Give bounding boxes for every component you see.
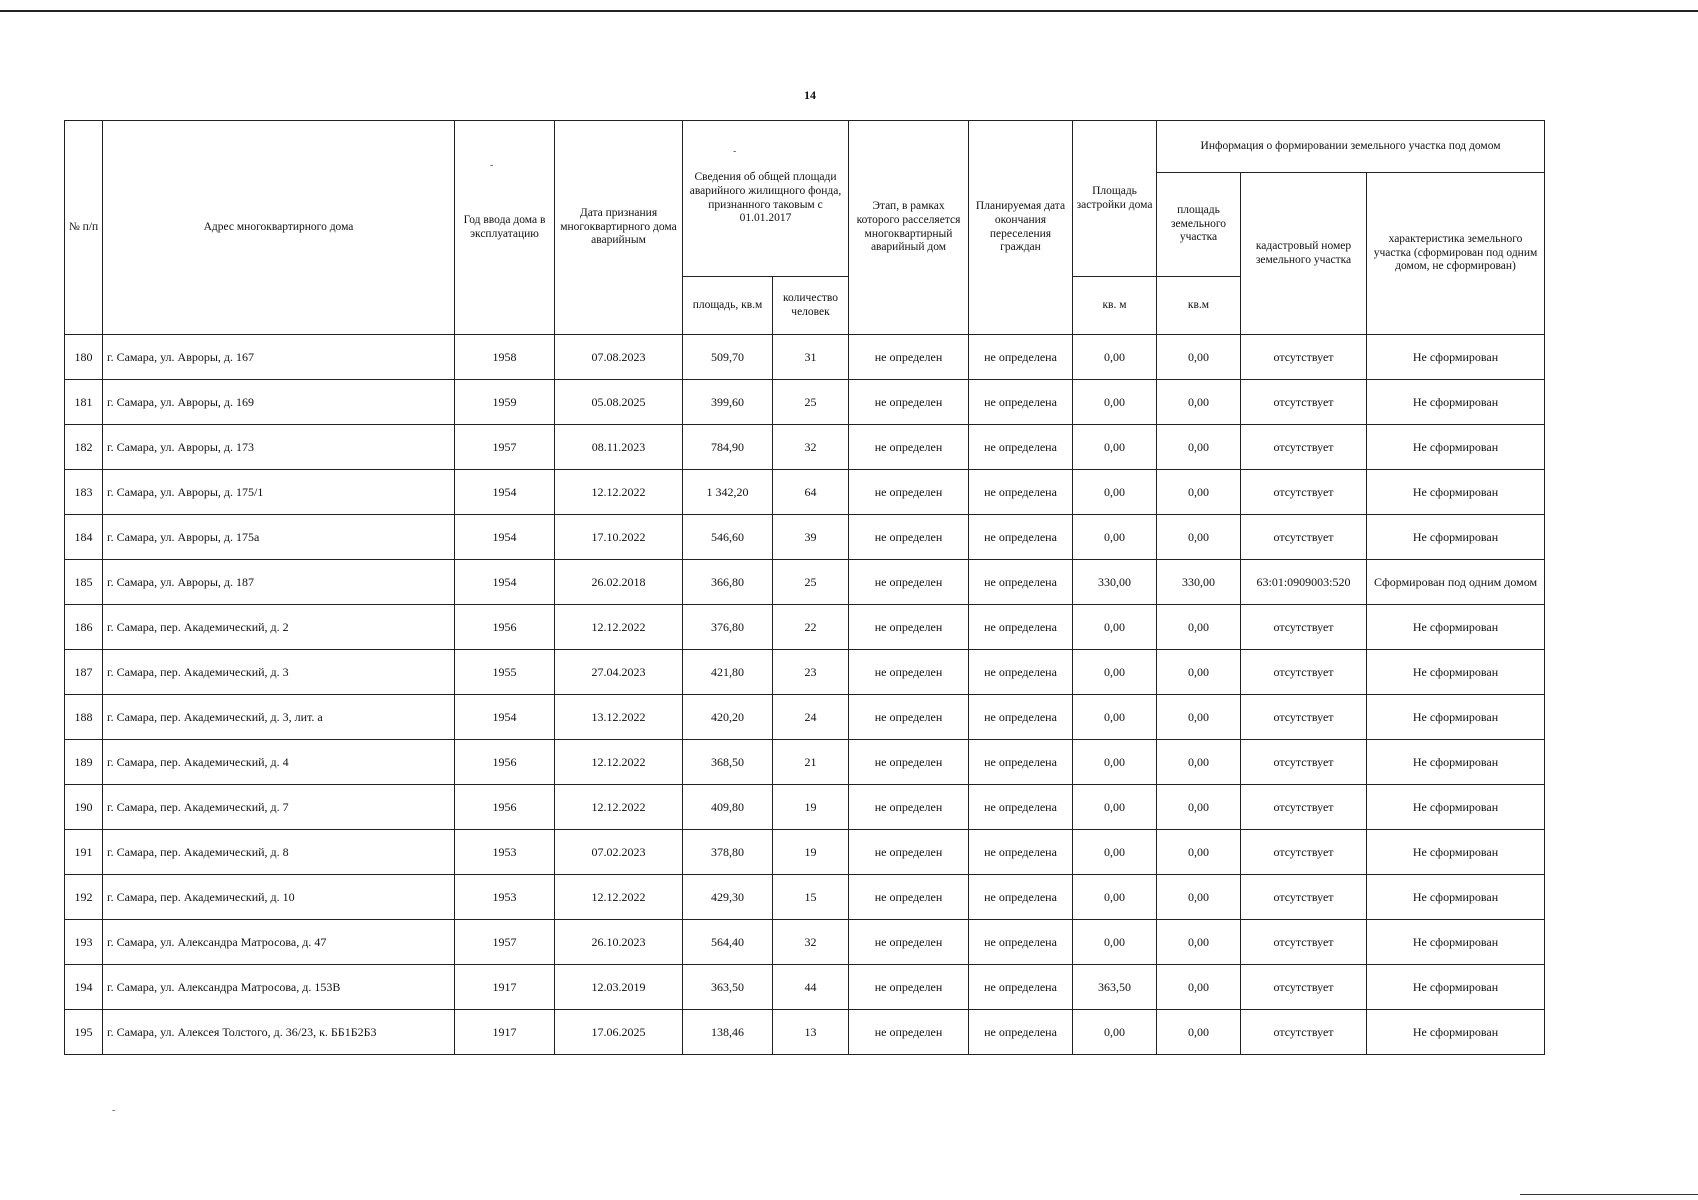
cell-recognition-date: 26.02.2018 [555,560,683,605]
cell-building-area: 0,00 [1073,875,1157,920]
cell-cadastral: отсутствует [1241,335,1367,380]
cell-people: 13 [773,1010,849,1055]
table-row [65,875,1545,920]
cell-building-area: 0,00 [1073,695,1157,740]
cell-cadastral: отсутствует [1241,425,1367,470]
cell-people: 24 [773,695,849,740]
cell-year: 1956 [455,740,555,785]
cell-year: 1959 [455,380,555,425]
cell-land-area: 0,00 [1157,380,1241,425]
cell-land-status: Не сформирован [1367,740,1545,785]
cell-land-status: Не сформирован [1367,830,1545,875]
cell-land-status: Не сформирован [1367,965,1545,1010]
cell-address: г. Самара, пер. Академический, д. 2 [103,605,455,650]
cell-recognition-date: 12.12.2022 [555,605,683,650]
cell-planned-date: не определена [969,695,1073,740]
cell-planned-date: не определена [969,515,1073,560]
cell-address: г. Самара, ул. Авроры, д. 169 [103,380,455,425]
cell-recognition-date: 05.08.2025 [555,380,683,425]
cell-planned-date: не определена [969,560,1073,605]
cell-address: г. Самара, ул. Авроры, д. 175/1 [103,470,455,515]
cell-cadastral: 63:01:0909003:520 [1241,560,1367,605]
cell-area: 376,80 [683,605,773,650]
cell-cadastral: отсутствует [1241,875,1367,920]
cell-building-area: 0,00 [1073,1010,1157,1055]
header-address: Адрес многоквартирного дома [103,121,455,335]
cell-address: г. Самара, ул. Авроры, д. 173 [103,425,455,470]
cell-planned-date: не определена [969,380,1073,425]
cell-address: г. Самара, пер. Академический, д. 10 [103,875,455,920]
cell-num: 187 [65,650,103,695]
table-row [65,605,1545,650]
header-cadastral: кадастровый номер земельного участка [1241,173,1367,335]
cell-stage: не определен [849,650,969,695]
cell-land-area: 0,00 [1157,605,1241,650]
cell-people: 32 [773,920,849,965]
cell-recognition-date: 27.04.2023 [555,650,683,695]
cell-num: 188 [65,695,103,740]
cell-stage: не определен [849,560,969,605]
table-body [65,335,1545,1055]
cell-planned-date: не определена [969,650,1073,695]
cell-recognition-date: 12.12.2022 [555,875,683,920]
stray-mark: - [490,160,494,171]
cell-cadastral: отсутствует [1241,470,1367,515]
cell-cadastral: отсутствует [1241,650,1367,695]
cell-stage: не определен [849,920,969,965]
cell-land-area: 0,00 [1157,695,1241,740]
cell-area: 368,50 [683,740,773,785]
cell-recognition-date: 17.10.2022 [555,515,683,560]
cell-year: 1955 [455,650,555,695]
table-row [65,380,1545,425]
cell-area: 138,46 [683,1010,773,1055]
cell-num: 190 [65,785,103,830]
cell-year: 1958 [455,335,555,380]
cell-stage: не определен [849,470,969,515]
cell-land-status: Не сформирован [1367,785,1545,830]
cell-num: 195 [65,1010,103,1055]
cell-address: г. Самара, пер. Академический, д. 3 [103,650,455,695]
cell-stage: не определен [849,515,969,560]
cell-area: 366,80 [683,560,773,605]
cell-land-status: Не сформирован [1367,425,1545,470]
cell-planned-date: не определена [969,470,1073,515]
cell-recognition-date: 07.02.2023 [555,830,683,875]
cell-land-status: Не сформирован [1367,335,1545,380]
cell-people: 19 [773,830,849,875]
header-num: № п/п [65,121,103,335]
header-stage: Этап, в рамках которого расселяется многоквартирный аварийный дом [849,121,969,335]
cell-year: 1957 [455,425,555,470]
cell-stage: не определен [849,695,969,740]
cell-people: 64 [773,470,849,515]
cell-stage: не определен [849,380,969,425]
cell-cadastral: отсутствует [1241,965,1367,1010]
cell-num: 189 [65,740,103,785]
table-row [65,695,1545,740]
header-area: площадь, кв.м [683,277,773,335]
cell-land-area: 0,00 [1157,920,1241,965]
cell-recognition-date: 12.12.2022 [555,740,683,785]
cell-land-area: 330,00 [1157,560,1241,605]
cell-address: г. Самара, ул. Авроры, д. 167 [103,335,455,380]
cell-year: 1953 [455,875,555,920]
cell-people: 21 [773,740,849,785]
cell-num: 183 [65,470,103,515]
cell-area: 399,60 [683,380,773,425]
cell-year: 1917 [455,1010,555,1055]
cell-land-status: Сформирован под одним домом [1367,560,1545,605]
cell-land-status: Не сформирован [1367,875,1545,920]
cell-area: 1 342,20 [683,470,773,515]
header-year: Год ввода дома в эксплуатацию [455,121,555,335]
cell-planned-date: не определена [969,425,1073,470]
cell-recognition-date: 08.11.2023 [555,425,683,470]
cell-cadastral: отсутствует [1241,515,1367,560]
cell-year: 1954 [455,470,555,515]
cell-area: 363,50 [683,965,773,1010]
cell-planned-date: не определена [969,920,1073,965]
cell-stage: не определен [849,875,969,920]
cell-people: 22 [773,605,849,650]
table-row [65,785,1545,830]
cell-stage: не определен [849,425,969,470]
cell-building-area: 363,50 [1073,965,1157,1010]
cell-stage: не определен [849,605,969,650]
header-characteristic: характеристика земельного участка (сформирован под одним домом, не сформирован) [1367,173,1545,335]
cell-people: 31 [773,335,849,380]
cell-area: 429,30 [683,875,773,920]
cell-year: 1953 [455,830,555,875]
cell-area: 784,90 [683,425,773,470]
cell-building-area: 0,00 [1073,335,1157,380]
emergency-housing-table [64,120,1545,1055]
cell-land-status: Не сформирован [1367,380,1545,425]
cell-building-area: 0,00 [1073,470,1157,515]
cell-building-area: 0,00 [1073,515,1157,560]
table-row [65,1010,1545,1055]
cell-cadastral: отсутствует [1241,605,1367,650]
cell-stage: не определен [849,1010,969,1055]
cell-building-area: 0,00 [1073,380,1157,425]
cell-people: 39 [773,515,849,560]
cell-year: 1954 [455,695,555,740]
header-land-area: площадь земельного участка [1157,173,1241,277]
cell-land-area: 0,00 [1157,650,1241,695]
cell-cadastral: отсутствует [1241,695,1367,740]
cell-building-area: 0,00 [1073,605,1157,650]
cell-land-area: 0,00 [1157,1010,1241,1055]
cell-land-area: 0,00 [1157,740,1241,785]
cell-recognition-date: 07.08.2023 [555,335,683,380]
cell-recognition-date: 13.12.2022 [555,695,683,740]
table-row [65,830,1545,875]
cell-recognition-date: 17.06.2025 [555,1010,683,1055]
cell-address: г. Самара, ул. Александра Матросова, д. 153В [103,965,455,1010]
cell-area: 509,70 [683,335,773,380]
cell-building-area: 0,00 [1073,920,1157,965]
cell-people: 23 [773,650,849,695]
cell-recognition-date: 12.12.2022 [555,470,683,515]
header-recognition-date: Дата признания многоквартирного дома аварийным [555,121,683,335]
cell-planned-date: не определена [969,335,1073,380]
cell-land-status: Не сформирован [1367,605,1545,650]
cell-recognition-date: 12.03.2019 [555,965,683,1010]
cell-stage: не определен [849,785,969,830]
cell-building-area: 0,00 [1073,785,1157,830]
cell-planned-date: не определена [969,740,1073,785]
cell-land-area: 0,00 [1157,335,1241,380]
cell-address: г. Самара, ул. Авроры, д. 175а [103,515,455,560]
cell-year: 1917 [455,965,555,1010]
header-building-area: Площадь застройки дома [1073,121,1157,277]
cell-address: г. Самара, пер. Академический, д. 7 [103,785,455,830]
bottom-border-line [1520,1194,1698,1195]
header-unit-land: кв.м [1157,277,1241,335]
cell-people: 44 [773,965,849,1010]
cell-people: 25 [773,560,849,605]
cell-people: 15 [773,875,849,920]
cell-stage: не определен [849,335,969,380]
table-row [65,560,1545,605]
cell-num: 193 [65,920,103,965]
header-land-info: Информация о формировании земельного участка под домом [1157,121,1545,173]
table-row [65,920,1545,965]
cell-land-status: Не сформирован [1367,1010,1545,1055]
header-planned-date: Планируемая дата окончания переселения граждан [969,121,1073,335]
cell-stage: не определен [849,740,969,785]
cell-address: г. Самара, пер. Академический, д. 4 [103,740,455,785]
header-unit-building: кв. м [1073,277,1157,335]
table-row [65,740,1545,785]
cell-area: 378,80 [683,830,773,875]
header-fund-info: Сведения об общей площади аварийного жилищного фонда, признанного таковым с 01.01.2017 [683,121,849,277]
table-row [65,425,1545,470]
cell-num: 182 [65,425,103,470]
cell-address: г. Самара, пер. Академический, д. 8 [103,830,455,875]
cell-people: 25 [773,380,849,425]
cell-land-area: 0,00 [1157,785,1241,830]
cell-recognition-date: 26.10.2023 [555,920,683,965]
cell-address: г. Самара, пер. Академический, д. 3, лит. а [103,695,455,740]
cell-num: 181 [65,380,103,425]
cell-building-area: 0,00 [1073,830,1157,875]
top-border-line [0,10,1698,12]
cell-address: г. Самара, ул. Александра Матросова, д. 47 [103,920,455,965]
cell-cadastral: отсутствует [1241,830,1367,875]
cell-stage: не определен [849,965,969,1010]
cell-land-status: Не сформирован [1367,515,1545,560]
cell-building-area: 330,00 [1073,560,1157,605]
cell-land-status: Не сформирован [1367,470,1545,515]
page-number: 14 [804,88,816,102]
cell-num: 184 [65,515,103,560]
table-container [64,120,1544,1055]
cell-building-area: 0,00 [1073,650,1157,695]
cell-year: 1954 [455,515,555,560]
cell-year: 1954 [455,560,555,605]
table-row [65,470,1545,515]
cell-land-area: 0,00 [1157,425,1241,470]
cell-people: 32 [773,425,849,470]
cell-planned-date: не определена [969,1010,1073,1055]
cell-year: 1956 [455,605,555,650]
cell-planned-date: не определена [969,875,1073,920]
cell-num: 194 [65,965,103,1010]
cell-planned-date: не определена [969,965,1073,1010]
cell-land-area: 0,00 [1157,515,1241,560]
cell-address: г. Самара, ул. Авроры, д. 187 [103,560,455,605]
cell-area: 409,80 [683,785,773,830]
cell-num: 180 [65,335,103,380]
cell-num: 192 [65,875,103,920]
table-row [65,650,1545,695]
cell-year: 1957 [455,920,555,965]
cell-planned-date: не определена [969,785,1073,830]
cell-land-area: 0,00 [1157,830,1241,875]
cell-cadastral: отсутствует [1241,920,1367,965]
cell-area: 421,80 [683,650,773,695]
cell-building-area: 0,00 [1073,740,1157,785]
cell-area: 564,40 [683,920,773,965]
cell-cadastral: отсутствует [1241,1010,1367,1055]
stray-mark: - [733,146,737,157]
cell-num: 186 [65,605,103,650]
header-people: количество человек [773,277,849,335]
table-row [65,515,1545,560]
stray-mark: - [112,1105,116,1116]
cell-num: 185 [65,560,103,605]
cell-building-area: 0,00 [1073,425,1157,470]
cell-planned-date: не определена [969,605,1073,650]
table-row [65,965,1545,1010]
cell-land-status: Не сформирован [1367,920,1545,965]
cell-land-status: Не сформирован [1367,695,1545,740]
cell-num: 191 [65,830,103,875]
cell-address: г. Самара, ул. Алексея Толстого, д. 36/23, к. ББ1Б2Б3 [103,1010,455,1055]
cell-cadastral: отсутствует [1241,740,1367,785]
cell-recognition-date: 12.12.2022 [555,785,683,830]
cell-year: 1956 [455,785,555,830]
cell-people: 19 [773,785,849,830]
cell-land-area: 0,00 [1157,965,1241,1010]
cell-stage: не определен [849,830,969,875]
cell-cadastral: отсутствует [1241,380,1367,425]
cell-land-area: 0,00 [1157,875,1241,920]
cell-area: 546,60 [683,515,773,560]
cell-area: 420,20 [683,695,773,740]
table-row [65,335,1545,380]
cell-planned-date: не определена [969,830,1073,875]
cell-cadastral: отсутствует [1241,785,1367,830]
cell-land-area: 0,00 [1157,470,1241,515]
cell-land-status: Не сформирован [1367,650,1545,695]
